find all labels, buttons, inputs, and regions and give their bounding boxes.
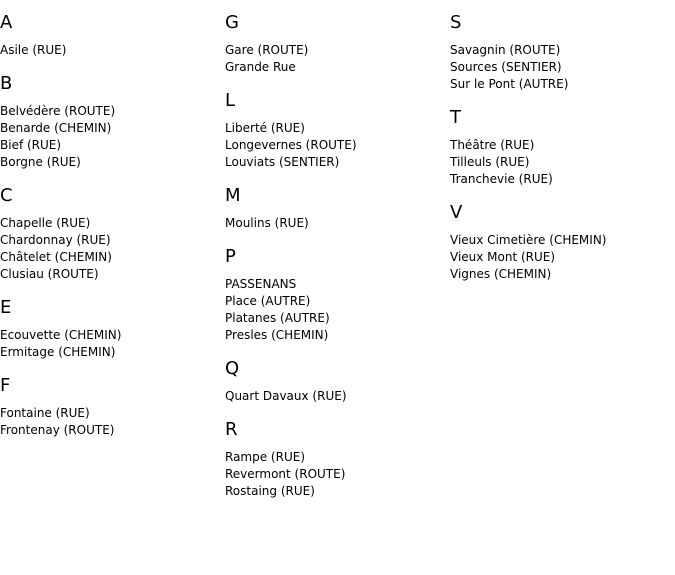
letter-group-r [225,419,445,500]
letter-heading: M [225,185,241,206]
list-item [450,59,670,76]
street-link-clusiau-route[interactable]: Clusiau (ROUTE) [0,267,99,281]
letter-group-m [225,185,445,232]
letter-heading: P [225,246,236,267]
list-item [225,137,445,154]
street-list [0,327,220,361]
index-column-1 [0,12,220,453]
street-link-longevernes-route[interactable]: Longevernes (ROUTE) [225,138,357,152]
street-list [0,42,220,59]
list-item [450,137,670,154]
list-item [225,42,445,59]
street-link-grande-rue[interactable]: Grande Rue [225,60,296,74]
street-link-fontaine-rue[interactable]: Fontaine (RUE) [0,406,90,420]
street-link-gare-route[interactable]: Gare (ROUTE) [225,43,309,57]
letter-heading: F [0,375,11,396]
street-list [0,215,220,283]
letter-group-f [0,375,220,439]
street-link-chardonnay-rue[interactable]: Chardonnay (RUE) [0,233,111,247]
list-item [225,310,445,327]
letter-group-c [0,185,220,283]
street-list [225,388,445,405]
list-item [450,266,670,283]
street-link-liberte-rue[interactable]: Liberté (RUE) [225,121,305,135]
street-link-chatelet-chemin[interactable]: Châtelet (CHEMIN) [0,250,112,264]
street-link-quart-davaux-rue[interactable]: Quart Davaux (RUE) [225,389,347,403]
letter-heading: C [0,185,13,206]
street-link-platanes-autre[interactable]: Platanes (AUTRE) [225,311,330,325]
street-link-benarde-chemin[interactable]: Benarde (CHEMIN) [0,121,112,135]
list-item [0,42,220,59]
letter-heading: G [225,12,239,33]
list-item [450,171,670,188]
street-link-moulins-rue[interactable]: Moulins (RUE) [225,216,309,230]
letter-heading: V [450,202,463,223]
letter-group-p [225,246,445,344]
letter-heading: E [0,297,12,318]
street-link-rostaing-rue[interactable]: Rostaing (RUE) [225,484,315,498]
list-item [0,154,220,171]
letter-group-v [450,202,670,283]
street-list [225,120,445,171]
index-column-3 [450,12,670,297]
street-list [225,276,445,344]
list-item [450,76,670,93]
street-link-vieux-cimetiere-chemin[interactable]: Vieux Cimetière (CHEMIN) [450,233,607,247]
street-link-sources-sentier[interactable]: Sources (SENTIER) [450,60,562,74]
street-link-tilleuls-rue[interactable]: Tilleuls (RUE) [450,155,530,169]
list-item [225,215,445,232]
street-link-passenans[interactable]: PASSENANS [225,277,297,291]
street-list [0,103,220,171]
letter-group-t [450,107,670,188]
street-link-ermitage-chemin[interactable]: Ermitage (CHEMIN) [0,345,116,359]
street-link-rampe-rue[interactable]: Rampe (RUE) [225,450,305,464]
street-link-bief-rue[interactable]: Bief (RUE) [0,138,62,152]
list-item [0,120,220,137]
letter-group-s [450,12,670,93]
street-list [450,137,670,188]
list-item [225,154,445,171]
list-item [225,276,445,293]
street-list [225,42,445,76]
street-link-ecouvette-chemin[interactable]: Ecouvette (CHEMIN) [0,328,122,342]
letter-group-q [225,358,445,405]
street-link-sur-le-pont-autre[interactable]: Sur le Pont (AUTRE) [450,77,569,91]
list-item [450,249,670,266]
street-list [450,42,670,93]
list-item [0,232,220,249]
list-item [0,422,220,439]
letter-heading: Q [225,358,240,379]
list-item [0,327,220,344]
street-link-asile-rue[interactable]: Asile (RUE) [0,43,67,57]
letter-heading: A [0,12,13,33]
letter-group-l [225,90,445,171]
list-item [0,215,220,232]
street-link-revermont-route[interactable]: Revermont (ROUTE) [225,467,346,481]
list-item [0,344,220,361]
list-item [225,449,445,466]
street-link-chapelle-rue[interactable]: Chapelle (RUE) [0,216,91,230]
street-link-vieux-mont-rue[interactable]: Vieux Mont (RUE) [450,250,556,264]
list-item [0,266,220,283]
street-list [225,215,445,232]
letter-heading: L [225,90,236,111]
index-column-2 [225,12,445,514]
letter-group-g [225,12,445,76]
street-link-frontenay-route[interactable]: Frontenay (ROUTE) [0,423,115,437]
list-item [0,249,220,266]
list-item [0,405,220,422]
list-item [0,103,220,120]
list-item [225,483,445,500]
letter-group-e [0,297,220,361]
list-item [450,154,670,171]
street-link-louviats-sentier[interactable]: Louviats (SENTIER) [225,155,340,169]
list-item [225,293,445,310]
street-link-borgne-rue[interactable]: Borgne (RUE) [0,155,81,169]
list-item [225,120,445,137]
street-link-tranchevie-rue[interactable]: Tranchevie (RUE) [450,172,553,186]
list-item [450,232,670,249]
letter-heading: R [225,419,238,440]
street-list [450,232,670,283]
street-list [225,449,445,500]
letter-heading: S [450,12,462,33]
street-link-presles-chemin[interactable]: Presles (CHEMIN) [225,328,329,342]
list-item [225,388,445,405]
list-item [225,327,445,344]
letter-heading: T [450,107,461,128]
street-link-belvedere-route[interactable]: Belvédère (ROUTE) [0,104,116,118]
letter-group-a [0,12,220,59]
street-link-vignes-chemin[interactable]: Vignes (CHEMIN) [450,267,552,281]
list-item [225,59,445,76]
street-link-savagnin-route[interactable]: Savagnin (ROUTE) [450,43,561,57]
list-item [0,137,220,154]
street-link-theatre-rue[interactable]: Théâtre (RUE) [450,138,535,152]
letter-group-b [0,73,220,171]
list-item [225,466,445,483]
letter-heading: B [0,73,13,94]
list-item [450,42,670,59]
street-link-place-autre[interactable]: Place (AUTRE) [225,294,311,308]
street-list [0,405,220,439]
